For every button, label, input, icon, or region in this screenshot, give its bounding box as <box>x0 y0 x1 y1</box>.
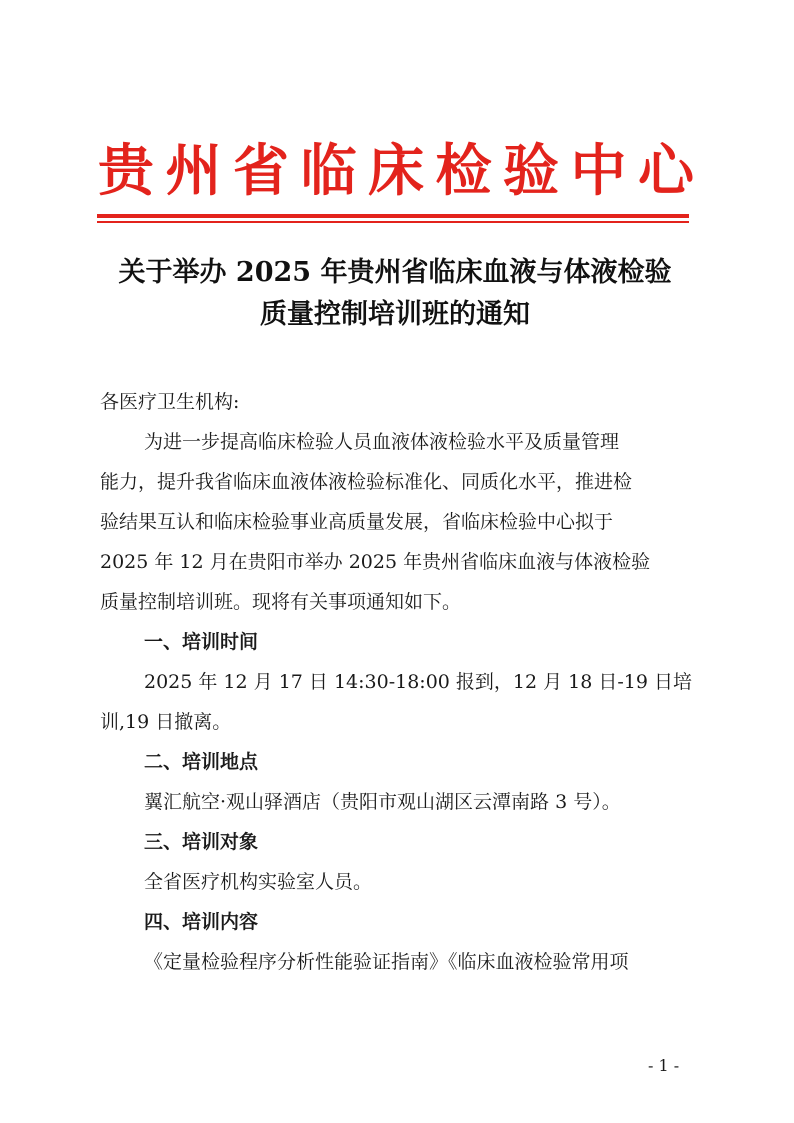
red-divider-thick <box>97 214 689 218</box>
section-time-line: 训,19 日撤离。 <box>100 711 232 733</box>
intro-line: 能力，提升我省临床血液体液检验标准化、同质化水平，推进检 <box>100 471 633 493</box>
masthead-char: 中 <box>570 139 627 204</box>
salutation: 各医疗卫生机构: <box>100 391 240 413</box>
masthead-char: 心 <box>638 139 694 204</box>
section-heading-content: 四、培训内容 <box>144 911 259 933</box>
intro-line: 2025 年 12 月在贵阳市举办 2025 年贵州省临床血液与体液检验 <box>100 551 651 573</box>
section-heading-audience: 三、培训对象 <box>144 831 259 853</box>
red-divider-thin <box>97 221 689 223</box>
page-number: - 1 - <box>648 1056 680 1075</box>
section-content-line: 《定量检验程序分析性能验证指南》《临床血液检验常用项 <box>144 951 629 973</box>
section-location-line: 翼汇航空·观山驿酒店（贵阳市观山湖区云潭南路 3 号）。 <box>144 791 621 813</box>
section-heading-location: 二、培训地点 <box>144 751 259 773</box>
document-body <box>100 382 696 982</box>
document-title <box>80 252 710 336</box>
section-time-line: 2025 年 12 月 17 日 14:30-18:00 报到，12 月 18 日-19 日培 <box>144 671 693 693</box>
masthead-char: 贵 <box>98 139 154 204</box>
section-audience-line: 全省医疗机构实验室人员。 <box>144 871 373 893</box>
masthead-char: 州 <box>165 139 222 204</box>
title-line-1: 关于举办 2025 年贵州省临床血液与体液检验 <box>118 257 672 288</box>
masthead-char: 省 <box>233 139 289 204</box>
title-line-2: 质量控制培训班的通知 <box>260 299 530 330</box>
masthead-char: 床 <box>368 139 424 204</box>
masthead-char: 检 <box>435 139 492 204</box>
intro-line: 验结果互认和临床检验事业高质量发展，省临床检验中心拟于 <box>100 511 614 533</box>
intro-line: 为进一步提高临床检验人员血液体液检验水平及质量管理 <box>144 431 620 453</box>
masthead-char: 临 <box>300 139 357 204</box>
masthead-char: 验 <box>503 139 559 204</box>
masthead <box>98 132 694 202</box>
section-heading-time: 一、培训时间 <box>144 631 259 653</box>
intro-line: 质量控制培训班。现将有关事项通知如下。 <box>100 591 462 613</box>
